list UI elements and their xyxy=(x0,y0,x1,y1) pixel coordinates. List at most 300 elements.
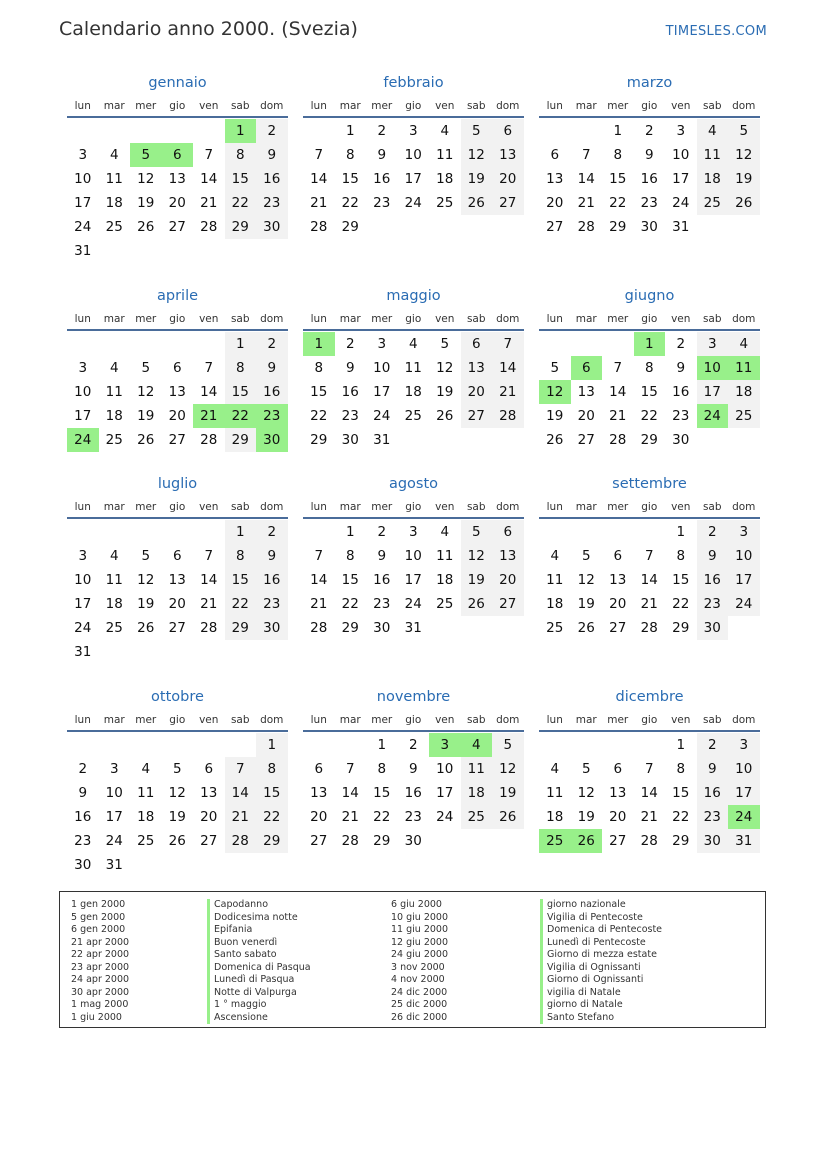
weekday-label: ven xyxy=(199,313,219,325)
weekday-label: ven xyxy=(671,313,691,325)
weekday-header xyxy=(67,498,288,516)
month-name: gennaio xyxy=(148,75,207,91)
empty-cell xyxy=(634,733,666,757)
day-cell: 1 xyxy=(676,524,686,540)
day-cell: 18 xyxy=(105,195,123,211)
day-cell: 23 xyxy=(697,805,729,829)
empty-cell xyxy=(602,332,634,356)
day-cell: 23 xyxy=(74,833,92,849)
day-cell: 14 xyxy=(200,171,218,187)
day-cell: 5 xyxy=(492,733,524,757)
day-cell: 5 xyxy=(130,143,162,167)
day-cell: 21 xyxy=(193,404,225,428)
day-cell: 27 xyxy=(310,833,328,849)
day-grid xyxy=(539,119,760,239)
day-cell: 9 xyxy=(408,761,418,777)
empty-cell xyxy=(634,520,666,544)
day-cell: 29 xyxy=(672,833,690,849)
day-cell: 28 xyxy=(310,620,328,636)
day-cell: 28 xyxy=(640,620,658,636)
day-cell: 17 xyxy=(105,809,123,825)
day-cell: 18 xyxy=(461,781,493,805)
day-cell: 15 xyxy=(256,781,288,805)
day-cell: 9 xyxy=(256,544,288,568)
day-cell: 19 xyxy=(461,568,493,592)
day-cell: 9 xyxy=(256,143,288,167)
day-cell: 24 xyxy=(105,833,123,849)
day-cell: 26 xyxy=(546,432,564,448)
day-cell: 14 xyxy=(341,785,359,801)
day-cell: 25 xyxy=(539,829,571,853)
day-cell: 5 xyxy=(172,761,182,777)
holiday-name: Santo Stefano xyxy=(540,1012,662,1025)
day-cell: 19 xyxy=(546,408,564,424)
weekday-label: gio xyxy=(405,313,422,325)
holiday-name: Capodanno xyxy=(207,899,311,912)
header-divider xyxy=(539,517,760,519)
day-cell: 29 xyxy=(373,833,391,849)
day-grid xyxy=(303,733,524,853)
day-cell: 28 xyxy=(200,219,218,235)
day-cell: 8 xyxy=(345,147,355,163)
day-cell: 28 xyxy=(640,833,658,849)
empty-cell xyxy=(539,119,571,143)
weekday-label: ven xyxy=(435,313,455,325)
day-cell: 2 xyxy=(408,737,418,753)
day-cell: 17 xyxy=(74,195,92,211)
day-cell: 6 xyxy=(492,119,524,143)
day-cell: 9 xyxy=(676,360,686,376)
day-cell: 27 xyxy=(168,432,186,448)
weekday-label: dom xyxy=(260,313,284,325)
day-cell: 22 xyxy=(256,805,288,829)
weekday-label: dom xyxy=(496,313,520,325)
day-cell: 8 xyxy=(613,147,623,163)
day-cell: 30 xyxy=(672,432,690,448)
holiday-date: 1 giu 2000 xyxy=(71,1011,122,1023)
weekday-label: mar xyxy=(575,714,597,726)
day-cell: 15 xyxy=(672,572,690,588)
day-cell: 5 xyxy=(581,548,591,564)
empty-cell xyxy=(335,733,367,757)
weekday-header xyxy=(539,310,760,328)
day-cell: 28 xyxy=(609,432,627,448)
day-cell: 2 xyxy=(345,336,355,352)
weekday-label: dom xyxy=(496,501,520,513)
day-cell: 15 xyxy=(341,572,359,588)
day-cell: 26 xyxy=(461,592,493,616)
day-cell: 1 xyxy=(377,737,387,753)
day-cell: 28 xyxy=(577,219,595,235)
day-cell: 17 xyxy=(74,596,92,612)
day-cell: 14 xyxy=(200,384,218,400)
day-cell: 1 xyxy=(303,332,335,356)
empty-cell xyxy=(571,332,603,356)
empty-cell xyxy=(571,733,603,757)
month-febbraio xyxy=(303,72,524,239)
empty-cell xyxy=(130,733,162,757)
day-cell: 21 xyxy=(640,596,658,612)
day-cell: 26 xyxy=(571,829,603,853)
day-cell: 20 xyxy=(492,167,524,191)
day-cell: 7 xyxy=(581,147,591,163)
weekday-header xyxy=(67,97,288,115)
day-cell: 19 xyxy=(728,167,760,191)
day-cell: 4 xyxy=(109,360,119,376)
day-cell: 7 xyxy=(204,548,214,564)
day-cell: 28 xyxy=(492,404,524,428)
day-cell: 14 xyxy=(225,781,257,805)
day-cell: 14 xyxy=(200,572,218,588)
day-cell: 26 xyxy=(492,805,524,829)
day-cell: 25 xyxy=(728,404,760,428)
day-cell: 20 xyxy=(168,408,186,424)
day-cell: 29 xyxy=(341,620,359,636)
day-cell: 13 xyxy=(492,544,524,568)
day-cell: 17 xyxy=(728,781,760,805)
day-cell: 30 xyxy=(697,829,729,853)
day-cell: 27 xyxy=(546,219,564,235)
weekday-label: gio xyxy=(169,100,186,112)
day-cell: 22 xyxy=(225,404,257,428)
day-cell: 17 xyxy=(436,785,454,801)
day-cell: 3 xyxy=(408,123,418,139)
day-cell: 27 xyxy=(577,432,595,448)
day-cell: 10 xyxy=(105,785,123,801)
weekday-label: mer xyxy=(135,501,157,513)
day-cell: 29 xyxy=(609,219,627,235)
weekday-label: lun xyxy=(74,313,91,325)
day-cell: 23 xyxy=(256,592,288,616)
day-cell: 21 xyxy=(310,195,328,211)
day-cell: 3 xyxy=(429,733,461,757)
day-cell: 16 xyxy=(640,171,658,187)
day-cell: 18 xyxy=(404,384,422,400)
day-cell: 29 xyxy=(256,829,288,853)
empty-cell xyxy=(602,733,634,757)
day-cell: 21 xyxy=(609,408,627,424)
day-cell: 17 xyxy=(672,171,690,187)
day-cell: 30 xyxy=(256,215,288,239)
day-cell: 25 xyxy=(105,620,123,636)
day-cell: 7 xyxy=(644,761,654,777)
day-cell: 29 xyxy=(310,432,328,448)
weekday-label: ven xyxy=(435,501,455,513)
day-cell: 7 xyxy=(204,147,214,163)
day-cell: 2 xyxy=(676,336,686,352)
day-cell: 18 xyxy=(105,596,123,612)
header-divider xyxy=(303,730,524,732)
day-cell: 29 xyxy=(341,219,359,235)
weekday-label: ven xyxy=(199,100,219,112)
day-cell: 16 xyxy=(256,380,288,404)
brand-link[interactable]: TIMESLES.COM xyxy=(665,24,767,39)
day-cell: 1 xyxy=(634,332,666,356)
day-cell: 19 xyxy=(461,167,493,191)
day-cell: 3 xyxy=(377,336,387,352)
weekday-label: gio xyxy=(169,313,186,325)
day-cell: 31 xyxy=(728,829,760,853)
day-cell: 20 xyxy=(609,596,627,612)
day-cell: 29 xyxy=(225,428,257,452)
weekday-label: sab xyxy=(702,714,722,726)
weekday-label: mar xyxy=(103,714,125,726)
weekday-label: ven xyxy=(199,501,219,513)
day-cell: 14 xyxy=(640,785,658,801)
month-name: febbraio xyxy=(383,75,444,91)
day-cell: 4 xyxy=(461,733,493,757)
day-cell: 8 xyxy=(225,356,257,380)
day-cell: 2 xyxy=(256,520,288,544)
weekday-label: sab xyxy=(230,501,250,513)
day-cell: 27 xyxy=(609,620,627,636)
day-cell: 13 xyxy=(168,384,186,400)
day-cell: 11 xyxy=(697,143,729,167)
page-title: Calendario anno 2000. (Svezia) xyxy=(59,18,358,40)
holiday-date: 6 gen 2000 xyxy=(71,924,126,935)
day-cell: 15 xyxy=(225,167,257,191)
day-cell: 10 xyxy=(74,384,92,400)
day-cell: 4 xyxy=(550,548,560,564)
day-cell: 22 xyxy=(341,596,359,612)
day-cell: 27 xyxy=(168,620,186,636)
day-grid xyxy=(67,733,288,877)
holiday-date: 22 apr 2000 xyxy=(71,949,130,960)
empty-cell xyxy=(67,119,99,143)
legend-col-2-dates xyxy=(391,899,448,1024)
day-cell: 22 xyxy=(373,809,391,825)
day-cell: 17 xyxy=(404,572,422,588)
day-cell: 26 xyxy=(577,620,595,636)
day-cell: 13 xyxy=(461,356,493,380)
weekday-label: dom xyxy=(732,100,756,112)
day-cell: 4 xyxy=(550,761,560,777)
day-cell: 5 xyxy=(461,520,493,544)
holiday-date: 30 apr 2000 xyxy=(71,986,130,998)
empty-cell xyxy=(303,119,335,143)
day-cell: 17 xyxy=(74,408,92,424)
header-divider xyxy=(539,116,760,118)
header-divider xyxy=(539,730,760,732)
day-cell: 5 xyxy=(440,336,450,352)
day-cell: 18 xyxy=(697,167,729,191)
weekday-label: mer xyxy=(135,313,157,325)
weekday-label: gio xyxy=(169,714,186,726)
day-cell: 14 xyxy=(577,171,595,187)
day-cell: 29 xyxy=(640,432,658,448)
day-cell: 3 xyxy=(78,360,88,376)
holiday-name: Notte di Valpurga xyxy=(207,987,311,1000)
day-cell: 26 xyxy=(137,219,155,235)
day-cell: 3 xyxy=(78,147,88,163)
day-cell: 12 xyxy=(728,143,760,167)
day-cell: 23 xyxy=(341,408,359,424)
day-cell: 7 xyxy=(314,548,324,564)
weekday-label: ven xyxy=(435,714,455,726)
day-cell: 3 xyxy=(676,123,686,139)
day-cell: 2 xyxy=(256,332,288,356)
empty-cell xyxy=(225,733,257,757)
empty-cell xyxy=(193,520,225,544)
day-cell: 25 xyxy=(436,195,454,211)
day-cell: 20 xyxy=(492,568,524,592)
weekday-header xyxy=(303,711,524,729)
empty-cell xyxy=(539,520,571,544)
day-cell: 21 xyxy=(200,195,218,211)
day-cell: 30 xyxy=(697,616,729,640)
day-cell: 29 xyxy=(225,215,257,239)
day-cell: 13 xyxy=(168,572,186,588)
day-cell: 9 xyxy=(644,147,654,163)
weekday-label: ven xyxy=(199,714,219,726)
empty-cell xyxy=(539,733,571,757)
day-cell: 9 xyxy=(697,757,729,781)
holiday-name: Buon venerdì xyxy=(207,937,311,950)
day-cell: 27 xyxy=(492,592,524,616)
day-cell: 19 xyxy=(577,596,595,612)
weekday-label: dom xyxy=(732,313,756,325)
day-cell: 30 xyxy=(341,432,359,448)
weekday-label: sab xyxy=(230,313,250,325)
holiday-name: Dodicesima notte xyxy=(207,912,311,925)
month-maggio xyxy=(303,285,524,452)
day-cell: 9 xyxy=(377,147,387,163)
day-cell: 13 xyxy=(546,171,564,187)
day-cell: 12 xyxy=(168,785,186,801)
day-cell: 9 xyxy=(377,548,387,564)
day-cell: 23 xyxy=(373,195,391,211)
month-aprile xyxy=(67,285,288,452)
day-cell: 26 xyxy=(436,408,454,424)
day-cell: 4 xyxy=(408,336,418,352)
month-name: novembre xyxy=(376,689,451,705)
day-cell: 25 xyxy=(404,408,422,424)
day-cell: 23 xyxy=(404,809,422,825)
holiday-date: 1 gen 2000 xyxy=(71,899,126,910)
day-cell: 3 xyxy=(109,761,119,777)
day-cell: 26 xyxy=(137,432,155,448)
day-cell: 26 xyxy=(461,191,493,215)
day-cell: 9 xyxy=(345,360,355,376)
day-cell: 30 xyxy=(256,428,288,452)
weekday-header xyxy=(539,97,760,115)
weekday-label: sab xyxy=(702,501,722,513)
holiday-date: 6 giu 2000 xyxy=(391,899,442,910)
weekday-label: mar xyxy=(103,501,125,513)
day-cell: 15 xyxy=(310,384,328,400)
day-cell: 20 xyxy=(200,809,218,825)
header-divider xyxy=(303,116,524,118)
holiday-name: Domenica di Pentecoste xyxy=(540,924,662,937)
day-cell: 6 xyxy=(571,356,603,380)
day-cell: 27 xyxy=(492,191,524,215)
day-cell: 15 xyxy=(609,171,627,187)
empty-cell xyxy=(130,520,162,544)
day-cell: 12 xyxy=(137,572,155,588)
day-cell: 6 xyxy=(613,761,623,777)
day-grid xyxy=(67,119,288,263)
day-cell: 16 xyxy=(404,785,422,801)
legend-col-2-names xyxy=(540,899,662,1024)
day-cell: 24 xyxy=(728,592,760,616)
weekday-label: sab xyxy=(230,714,250,726)
holiday-name: Lunedì di Pasqua xyxy=(207,974,311,987)
holiday-name: Domenica di Pasqua xyxy=(207,962,311,975)
day-cell: 28 xyxy=(200,620,218,636)
day-cell: 11 xyxy=(404,360,422,376)
day-cell: 14 xyxy=(492,356,524,380)
weekday-label: mer xyxy=(135,714,157,726)
day-cell: 25 xyxy=(105,219,123,235)
day-cell: 27 xyxy=(168,219,186,235)
empty-cell xyxy=(99,520,131,544)
day-cell: 8 xyxy=(256,757,288,781)
month-name: maggio xyxy=(386,288,441,304)
holiday-name: Vigilia di Pentecoste xyxy=(540,912,662,925)
day-cell: 2 xyxy=(377,524,387,540)
day-cell: 26 xyxy=(168,833,186,849)
day-cell: 11 xyxy=(105,572,123,588)
weekday-label: lun xyxy=(546,313,563,325)
weekday-label: dom xyxy=(260,501,284,513)
day-cell: 21 xyxy=(225,805,257,829)
day-cell: 4 xyxy=(728,332,760,356)
weekday-label: sab xyxy=(466,100,486,112)
day-cell: 10 xyxy=(404,548,422,564)
day-cell: 14 xyxy=(310,171,328,187)
day-cell: 16 xyxy=(74,809,92,825)
weekday-label: lun xyxy=(546,501,563,513)
weekday-label: sab xyxy=(466,501,486,513)
holiday-date: 21 apr 2000 xyxy=(71,936,130,948)
day-cell: 12 xyxy=(461,544,493,568)
weekday-label: gio xyxy=(405,100,422,112)
day-cell: 8 xyxy=(676,761,686,777)
day-cell: 21 xyxy=(341,809,359,825)
day-cell: 31 xyxy=(373,432,391,448)
day-cell: 2 xyxy=(697,520,729,544)
day-cell: 16 xyxy=(373,572,391,588)
day-cell: 24 xyxy=(74,219,92,235)
day-cell: 11 xyxy=(436,147,454,163)
month-luglio xyxy=(67,473,288,664)
day-cell: 12 xyxy=(461,143,493,167)
empty-cell xyxy=(303,520,335,544)
day-cell: 11 xyxy=(546,785,564,801)
day-cell: 11 xyxy=(728,356,760,380)
day-cell: 8 xyxy=(377,761,387,777)
weekday-label: ven xyxy=(671,501,691,513)
day-cell: 3 xyxy=(408,524,418,540)
holiday-date: 24 dic 2000 xyxy=(391,986,448,998)
weekday-label: mar xyxy=(575,100,597,112)
day-cell: 18 xyxy=(546,596,564,612)
weekday-label: mer xyxy=(607,313,629,325)
holiday-date: 24 apr 2000 xyxy=(71,974,130,985)
day-cell: 23 xyxy=(697,592,729,616)
weekday-label: gio xyxy=(405,501,422,513)
day-cell: 24 xyxy=(74,620,92,636)
holiday-name: Lunedì di Pentecoste xyxy=(540,937,662,950)
header-divider xyxy=(67,116,288,118)
day-cell: 22 xyxy=(672,809,690,825)
day-cell: 6 xyxy=(613,548,623,564)
weekday-label: sab xyxy=(702,313,722,325)
weekday-label: mer xyxy=(371,313,393,325)
day-cell: 31 xyxy=(74,644,92,660)
weekday-label: mer xyxy=(135,100,157,112)
day-cell: 19 xyxy=(137,596,155,612)
